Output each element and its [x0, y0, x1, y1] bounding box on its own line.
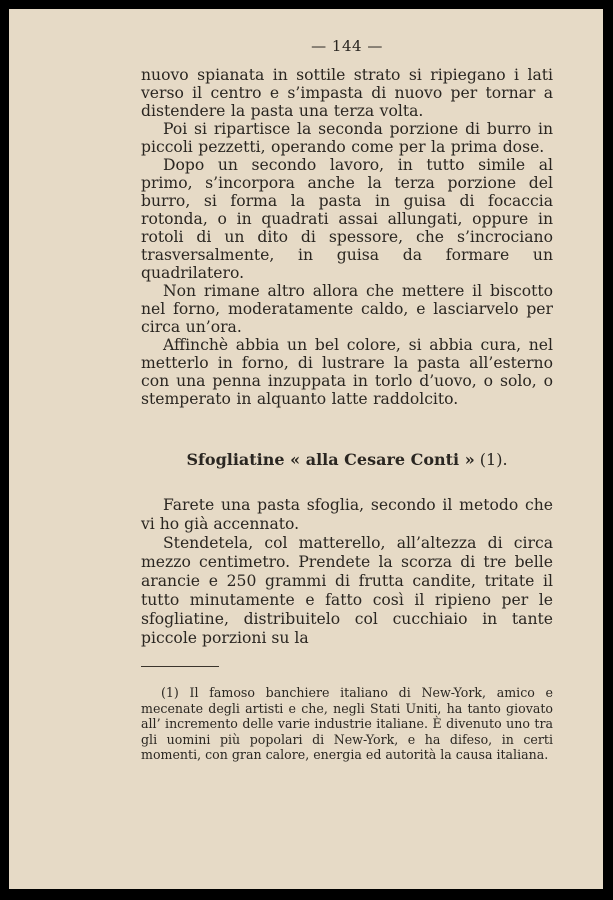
page-number: — 144 —: [311, 37, 383, 55]
paragraph-7: Stendetela, col matterello, all’altezza di circa mezzo centimetro. Prendete la scorza di tre belle arancie e 250 grammi di frutta candite, tritate il tutto minutamente e fatto così il ripieno per le sfogliatine, distribuitelo col cucchiaio in tante piccole porzioni su la: [141, 534, 553, 647]
footnote-reference: (1).: [474, 450, 508, 469]
paragraph-3: Dopo un secondo lavoro, in tutto simile al primo, s’incorpora anche la terza porzione del burro, si forma la pasta in guisa di focaccia rotonda, o in quadrati assai allungati, oppure in rotoli di un dito di spessore, che s’incrociano trasversalmente, in guisa da formare un quadrilatero.: [141, 156, 553, 282]
section-heading: [141, 450, 553, 470]
paragraph-2: Poi si ripartisce la seconda porzione di burro in piccoli pezzetti, operando come per la prima dose.: [141, 120, 553, 156]
footnote: [141, 685, 553, 763]
paragraph-1: nuovo spianata in sottile strato si ripiegano i lati verso il centro e s’impasta di nuovo per tornar a distendere la pasta una terza volta.: [141, 66, 553, 120]
paragraph-4: Non rimane altro allora che mettere il biscotto nel forno, moderatamente caldo, e lasciarvelo per circa un’ora.: [141, 282, 553, 336]
page-frame: [9, 9, 603, 889]
recipe-section: [141, 496, 553, 648]
top-section: [141, 66, 553, 408]
section-title: Sfogliatine « alla Cesare Conti »: [186, 450, 475, 469]
book-page: [141, 35, 553, 763]
paragraph-6: Farete una pasta sfoglia, secondo il metodo che vi ho già accennato.: [141, 496, 553, 533]
paragraph-5: Affinchè abbia un bel colore, si abbia cura, nel metterlo in forno, di lustrare la pasta all’esterno con una penna inzuppata in torlo d’uovo, o solo, o stemperato in alquanto latte raddolcito.: [141, 336, 553, 408]
footnote-divider: [141, 666, 219, 667]
footnote-text: (1) Il famoso banchiere italiano di New-York, amico e mecenate degli artisti e che, negli Stati Uniti, ha tanto giovato all’ incremento delle varie industrie italiane. È divenuto uno tra gli uomini più popolari di New-York, e ha difeso, in certi momenti, con gran calore, energia ed autorità la causa italiana.: [141, 685, 553, 762]
